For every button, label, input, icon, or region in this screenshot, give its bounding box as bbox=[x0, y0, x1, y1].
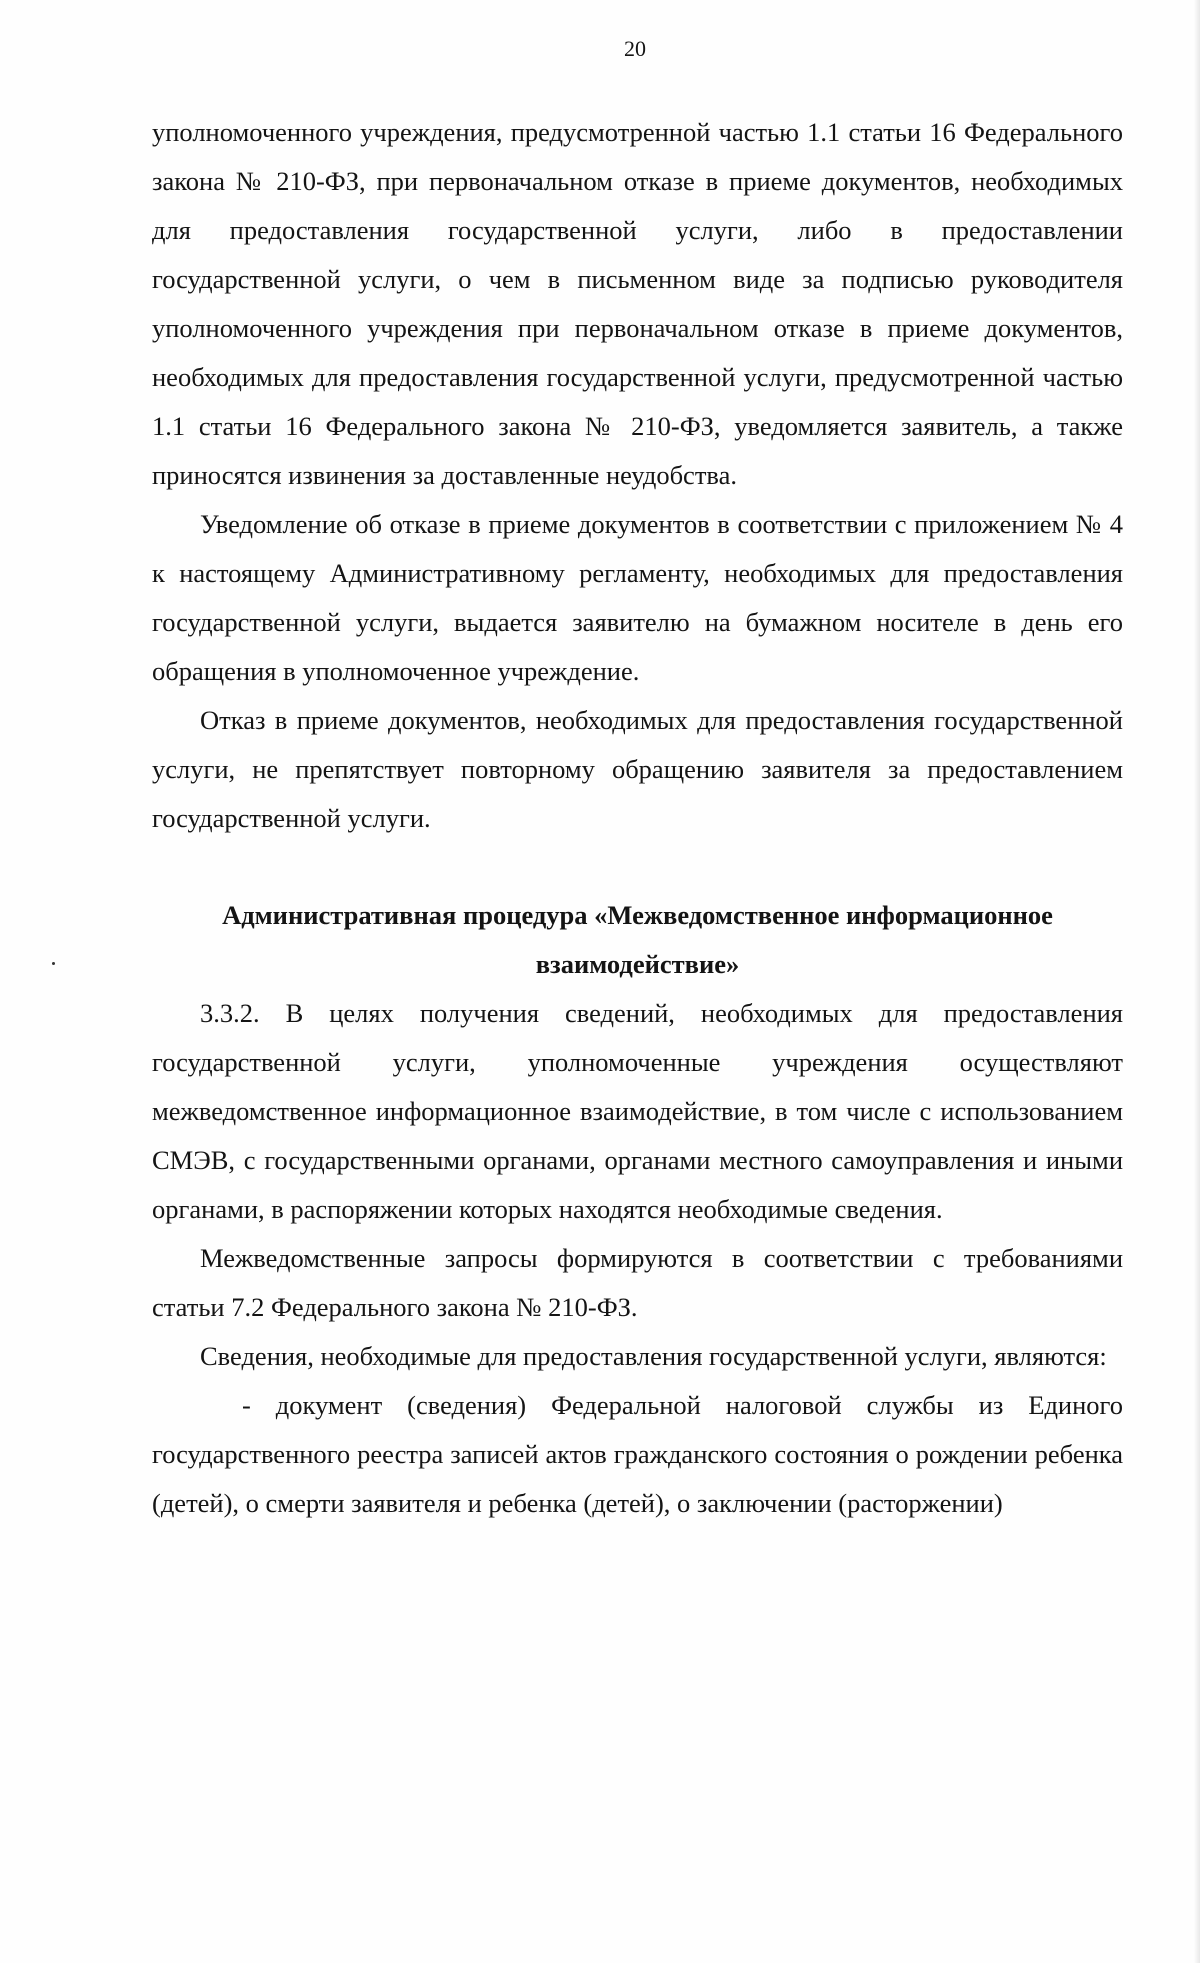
list-item-tax-service-document: - документ (сведения) Федеральной налоговой службы из Единого государственного реестра записей актов гражданского состояния о рождении ребенка (детей), о смерти заявителя и ребенка (детей), о заключении (расторжении) bbox=[152, 1390, 1123, 1518]
scan-speck bbox=[52, 962, 55, 965]
paragraph-refusal-notice: Уведомление об отказе в приеме документов в соответствии с приложением № 4 к настоящему Административному регламенту, необходимых для предоставления государственной услуги, выдается заявителю на бумажном носителе в день его обращения в уполномоченное учреждение. bbox=[152, 509, 1123, 686]
paragraph-required-info: Сведения, необходимые для предоставления государственной услуги, являются: bbox=[200, 1341, 1107, 1371]
section-heading-line-2: взаимодействие» bbox=[535, 949, 740, 979]
page-number: 20 bbox=[624, 36, 646, 61]
paragraph-refusal-no-obstacle: Отказ в приеме документов, необходимых для предоставления государственной услуги, не препятствует повторному обращению заявителя за предоставлением государственной услуги. bbox=[152, 705, 1123, 833]
paragraph-3-3-2: 3.3.2. В целях получения сведений, необходимых для предоставления государственной услуги, уполномоченные учреждения осуществляют межведомственное информационное взаимодействие, в том числе с использованием СМЭВ, с государственными органами, органами местного самоуправления и иными органами, в распоряжении которых находятся необходимые сведения. bbox=[152, 998, 1123, 1224]
section-heading bbox=[152, 891, 1123, 989]
scan-edge-shadow bbox=[1194, 0, 1200, 1963]
paragraph-continuation: уполномоченного учреждения, предусмотренной частью 1.1 статьи 16 Федерального закона № 210-ФЗ, при первоначальном отказе в приеме документов, необходимых для предоставления государственной услуги, либо в предоставлении государственной услуги, о чем в письменном виде за подписью руководителя уполномоченного учреждения при первоначальном отказе в приеме документов, необходимых для предоставления государственной услуги, предусмотренной частью 1.1 статьи 16 Федерального закона № 210-ФЗ, уведомляется заявитель, а также приносятся извинения за доставленные неудобства. bbox=[152, 117, 1123, 490]
paragraph-interagency-requests: Межведомственные запросы формируются в соответствии с требованиями статьи 7.2 Федерального закона № 210-ФЗ. bbox=[152, 1243, 1123, 1322]
section-heading-line-1: Административная процедура «Межведомственное информационное bbox=[222, 900, 1053, 930]
document-body bbox=[152, 108, 1123, 1528]
